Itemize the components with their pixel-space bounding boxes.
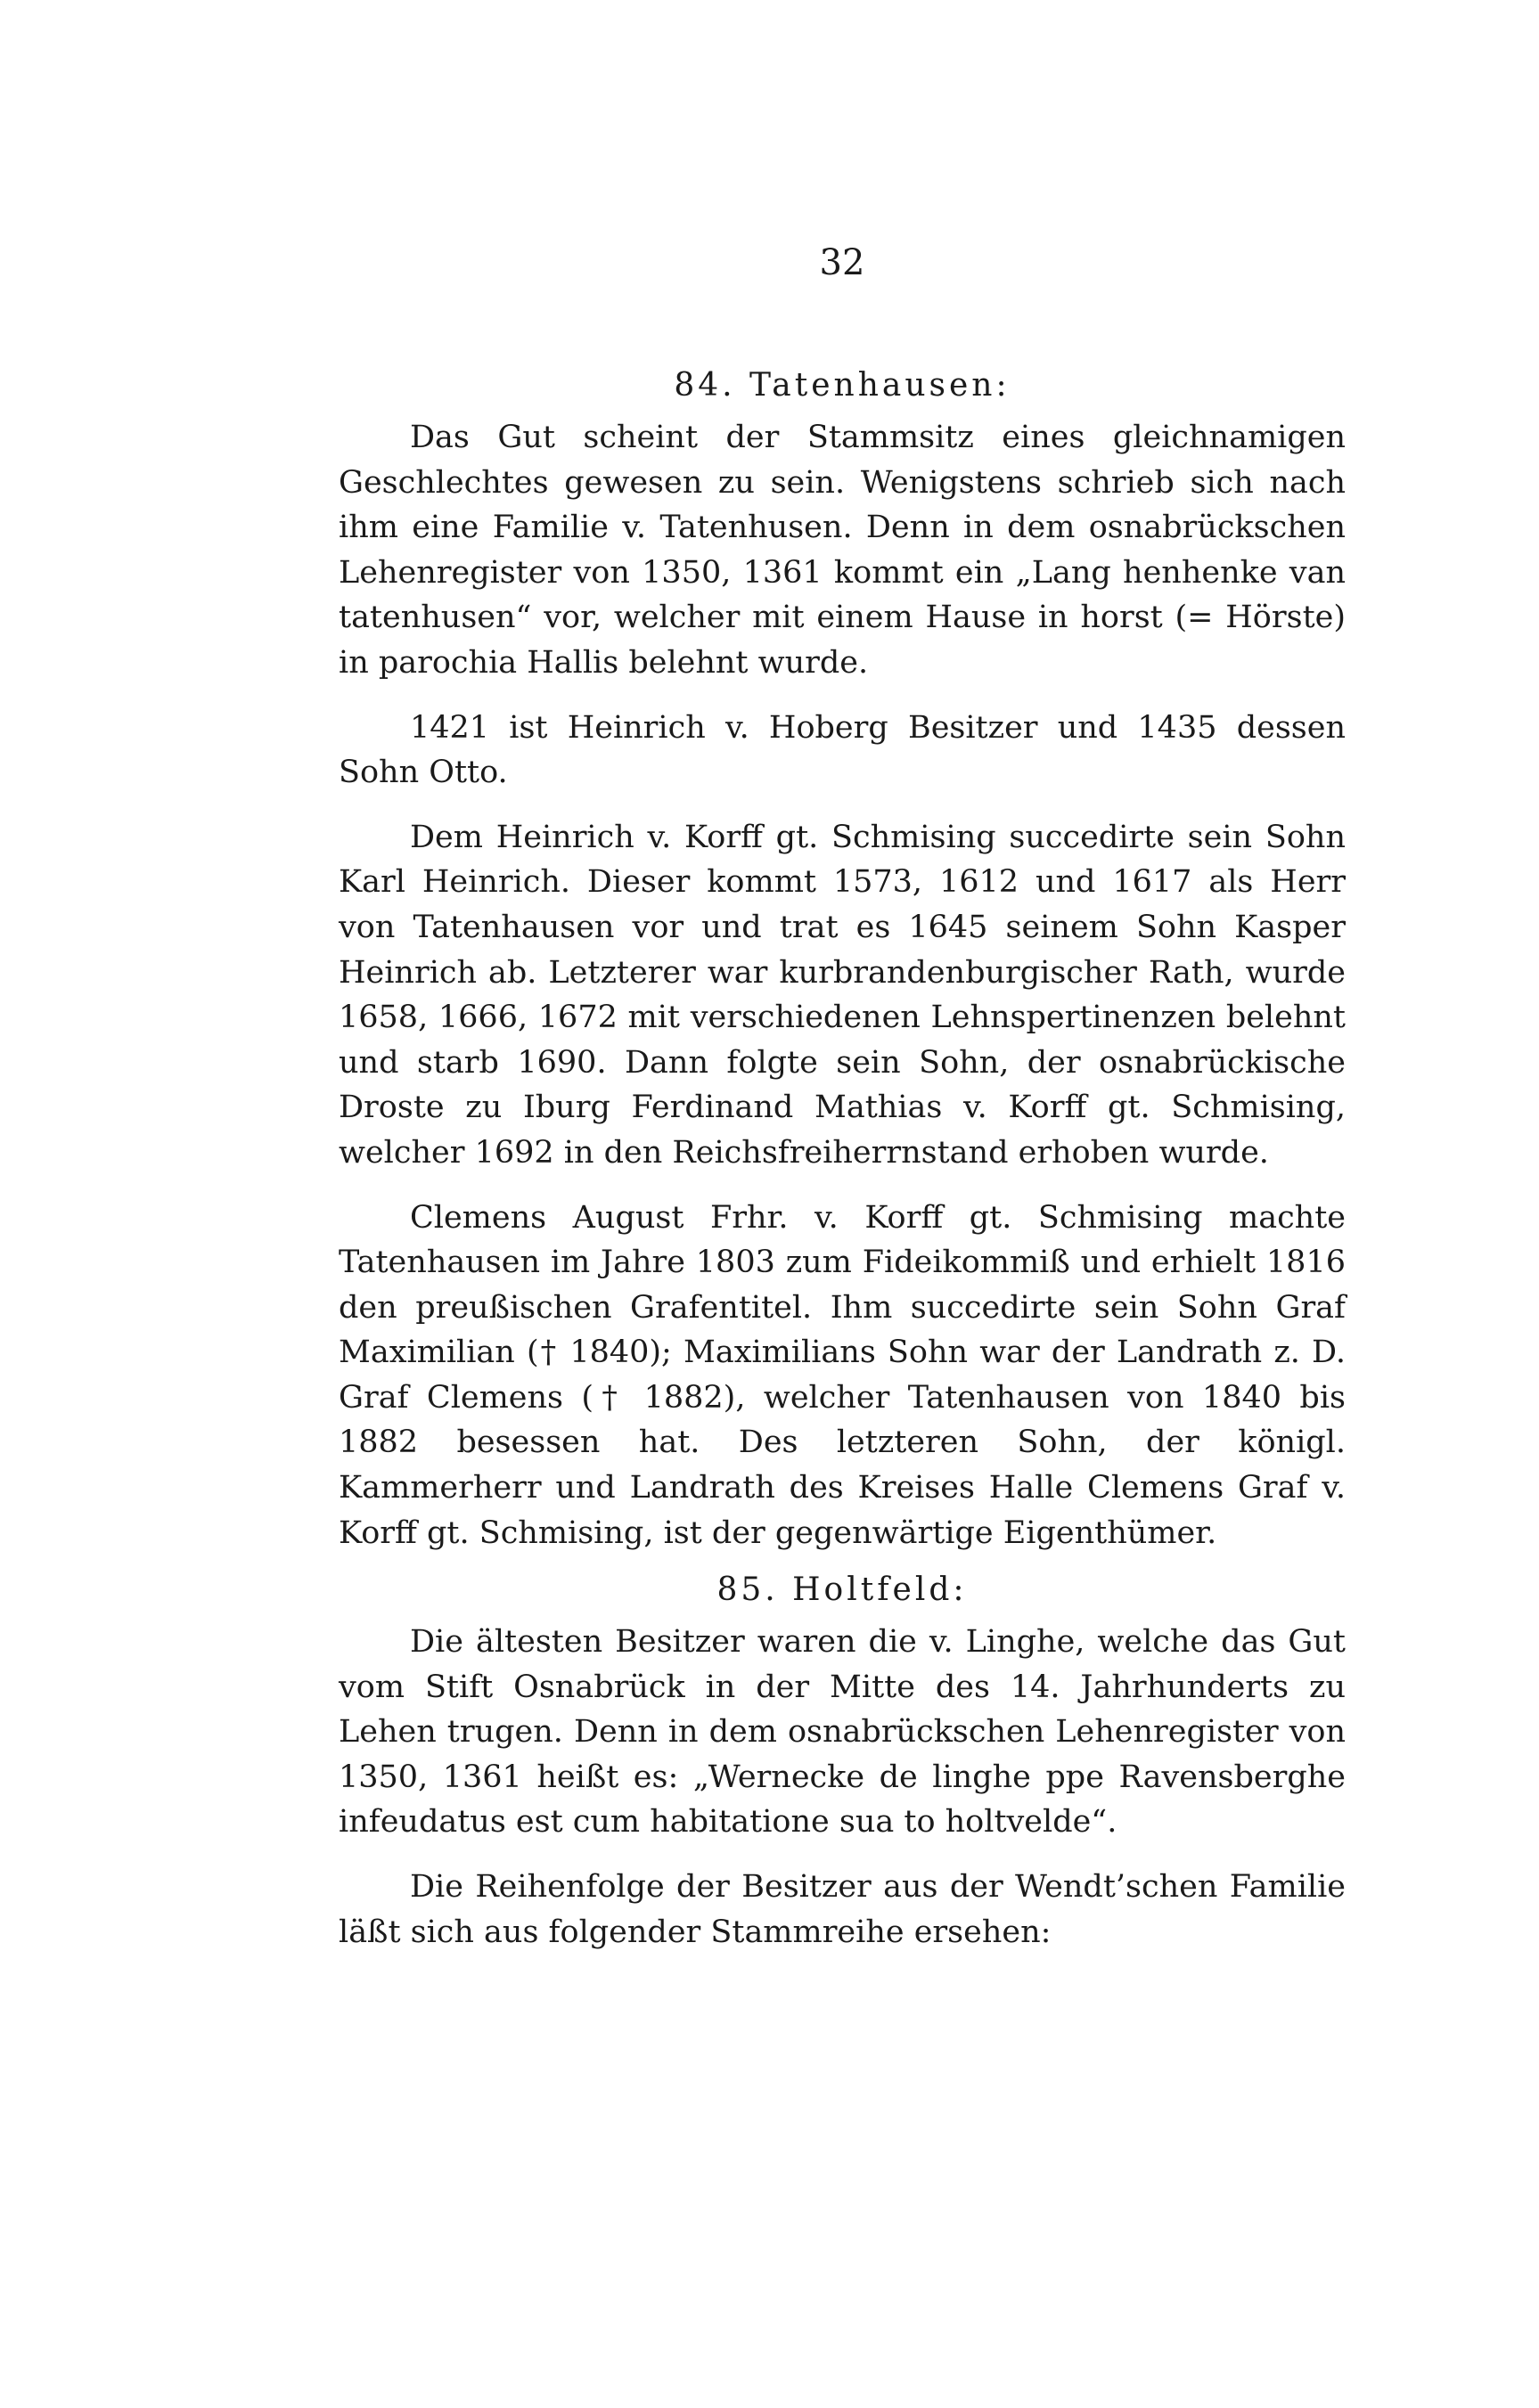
paragraph: Dem Heinrich v. Korff gt. Schmising succedirte sein Sohn Karl Heinrich. Dieser kommt 1573, 1612 und 1617 als Herr von Tatenhausen vor und trat es 1645 seinem Sohn Kasper Heinrich ab. Letzterer war kurbrandenburgischer Rath, wurde 1658, 1666, 1672 mit verschiedenen Lehnspertinenzen belehnt und starb 1690. Dann folgte sein Sohn, der osnabrückische Droste zu Iburg Ferdinand Mathias v. Korff gt. Schmising, welcher 1692 in den Reichsfreiherrnstand erhoben wurde. [339,819,1346,1171]
paragraph: Clemens August Frhr. v. Korff gt. Schmising machte Tatenhausen im Jahre 1803 zum Fideikommiß und erhielt 1816 den preußischen Grafentitel. Ihm succedirte sein Sohn Graf Maximilian († 1840); Maximilians Sohn war der Landrath z. D. Graf Clemens († 1882), welcher Tatenhausen von 1840 bis 1882 besessen hat. Des letzteren Sohn, der königl. Kammerherr und Landrath des Kreises Halle Clemens Graf v. Korff gt. Schmising, ist der gegenwärtige Eigenthümer. [339,1199,1346,1551]
paragraph: Die Reihenfolge der Besitzer aus der Wendt’schen Familie läßt sich aus folgender Stammreihe ersehen: [339,1868,1346,1950]
section-heading: 85. Holtfeld: [716,1571,968,1608]
paragraph: 1421 ist Heinrich v. Hoberg Besitzer und 1435 dessen Sohn Otto. [339,709,1346,791]
page-number: 32 [819,242,865,283]
paragraph: Die ältesten Besitzer waren die v. Linghe, welche das Gut vom Stift Osnabrück in der Mitte des 14. Jahrhunderts zu Lehen trugen. Denn in dem osnabrückschen Lehenregister von 1350, 1361 heißt es: „Wernecke de linghe ppe Ravensberghe infeudatus est cum habitatione sua to holtvelde“. [339,1624,1346,1841]
paragraph: Das Gut scheint der Stammsitz eines gleichnamigen Geschlechtes gewesen zu sein. Wenigstens schrieb sich nach ihm eine Familie v. Tatenhusen. Denn in dem osnabrückschen Lehenregister von 1350, 1361 kommt ein „Lang henhenke van tatenhusen“ vor, welcher mit einem Hause in horst (= Hörste) in parochia Hallis belehnt wurde. [339,420,1346,681]
section-holtfeld [339,1568,1346,1974]
section-heading: 84. Tatenhausen: [674,367,1011,404]
document-page [339,0,1346,2408]
section-tatenhausen [339,363,1346,1575]
